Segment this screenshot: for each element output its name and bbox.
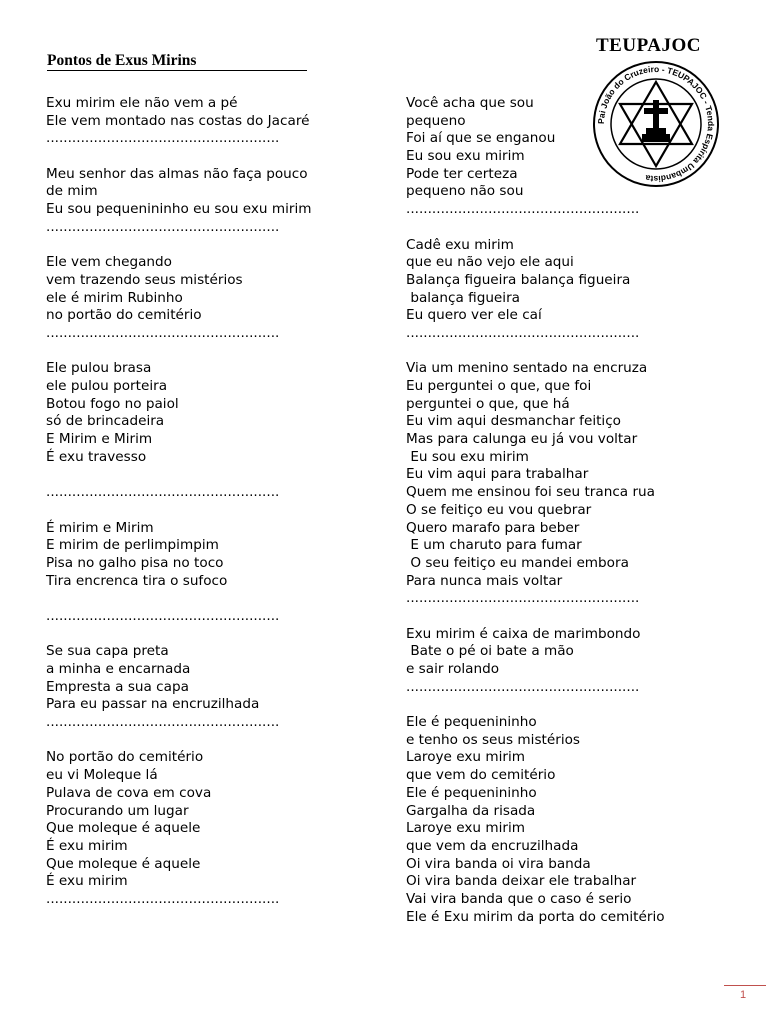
verse-line: Para eu passar na encruzilhada bbox=[46, 696, 260, 713]
verse-line: eu vi Moleque lá bbox=[46, 767, 158, 784]
verse-line: Eu vim aqui para trabalhar bbox=[406, 466, 589, 483]
verse-line: Oi vira banda deixar ele trabalhar bbox=[406, 873, 637, 890]
right-column bbox=[406, 95, 665, 926]
verse-line: Via um menino sentado na encruza bbox=[406, 360, 648, 377]
seal-ring-text: Pai João do Cruzeiro - TEUPAJOC - Tenda Espírita Umbandista bbox=[595, 63, 717, 185]
verse-line: Eu sou exu mirim bbox=[406, 148, 525, 165]
blank-line bbox=[46, 502, 311, 520]
verse-line: Quem me ensinou foi seu tranca rua bbox=[406, 484, 655, 501]
verse-line: ele pulou porteira bbox=[46, 378, 168, 394]
dotted-separator: ...................................................... bbox=[46, 890, 280, 907]
blank-line bbox=[406, 219, 665, 237]
blank-line bbox=[406, 696, 665, 714]
verse-line: pequeno não sou bbox=[406, 183, 524, 200]
verse-line: Pulava de cova em cova bbox=[46, 784, 212, 801]
verse-line: que vem da encruzilhada bbox=[406, 837, 579, 854]
verse-line: Pode ter certeza bbox=[406, 165, 518, 182]
dotted-separator: ...................................................... bbox=[406, 590, 640, 607]
verse-line: e sair rolando bbox=[406, 661, 500, 677]
verse-line: Eu perguntei o que, que foi bbox=[406, 378, 592, 394]
blank-line bbox=[46, 237, 311, 255]
verse-line: a minha e encarnada bbox=[46, 661, 191, 677]
dotted-separator: ...................................................... bbox=[46, 324, 280, 341]
blank-line bbox=[46, 343, 311, 361]
verse-line: pequeno bbox=[406, 112, 466, 129]
verse-line: Para nunca mais voltar bbox=[406, 572, 563, 589]
verse-line: E Mirim e Mirim bbox=[46, 431, 153, 448]
verse-line: Ele é pequenininho bbox=[406, 784, 537, 801]
verse-line: Eu sou exu mirim bbox=[406, 448, 529, 465]
verse-line: só de brincadeira bbox=[46, 413, 165, 430]
verse-line: O se feitiço eu vou quebrar bbox=[406, 501, 592, 518]
page-number: 1 bbox=[740, 989, 747, 1001]
dotted-separator: ...................................................... bbox=[46, 218, 280, 235]
verse-line: Ele vem montado nas costas do Jacaré bbox=[46, 112, 310, 129]
verse-line: Meu senhor das almas não faça pouco bbox=[46, 165, 308, 182]
verse-line: E um charuto para fumar bbox=[406, 537, 582, 554]
verse-line: vem trazendo seus mistérios bbox=[46, 271, 243, 288]
blank-line bbox=[46, 148, 311, 166]
verse-line: de mim bbox=[46, 183, 98, 200]
blank-line bbox=[46, 466, 311, 484]
verse-line: Que moleque é aquele bbox=[46, 855, 201, 872]
verse-line: É exu travesso bbox=[46, 448, 147, 465]
verse-line: Eu vim aqui desmanchar feitiço bbox=[406, 413, 621, 430]
verse-line: Foi aí que se enganou bbox=[406, 130, 556, 147]
verse-line: Mas para calunga eu já vou voltar bbox=[406, 431, 638, 448]
verse-line: Eu quero ver ele caí bbox=[406, 307, 542, 324]
verse-line: Empresta a sua capa bbox=[46, 678, 189, 695]
verse-line: Balança figueira balança figueira bbox=[406, 271, 631, 288]
verse-line: no portão do cemitério bbox=[46, 307, 202, 324]
verse-line: Ele pulou brasa bbox=[46, 360, 152, 377]
left-column bbox=[46, 95, 311, 909]
blank-line bbox=[406, 343, 665, 361]
verse-line: Eu sou pequenininho eu sou exu mirim bbox=[46, 201, 312, 218]
verse-line: O seu feitiço eu mandei embora bbox=[406, 554, 629, 571]
document-title: Pontos de Exus Mirins bbox=[47, 52, 307, 71]
verse-line: Você acha que sou bbox=[406, 95, 534, 111]
dotted-separator: ...................................................... bbox=[406, 678, 640, 695]
verse-line: Que moleque é aquele bbox=[46, 820, 201, 837]
verse-line: Botou fogo no paiol bbox=[46, 395, 179, 412]
verse-line: Ele é Exu mirim da porta do cemitério bbox=[406, 908, 665, 925]
verse-line: Quero marafo para beber bbox=[406, 519, 580, 536]
dotted-separator: ...................................................... bbox=[46, 607, 280, 624]
verse-line: Cadê exu mirim bbox=[406, 236, 514, 253]
verse-line: Pisa no galho pisa no toco bbox=[46, 554, 224, 571]
blank-line bbox=[46, 732, 311, 750]
dotted-separator: ...................................................... bbox=[46, 484, 280, 501]
verse-line: ele é mirim Rubinho bbox=[46, 289, 183, 306]
dotted-separator: ...................................................... bbox=[406, 324, 640, 341]
verse-line: Ele vem chegando bbox=[46, 254, 172, 271]
verse-line: que vem do cemitério bbox=[406, 767, 556, 784]
verse-line: Exu mirim é caixa de marimbondo bbox=[406, 625, 641, 642]
dotted-separator: ...................................................... bbox=[46, 130, 280, 147]
verse-line: Laroye exu mirim bbox=[406, 820, 525, 837]
blank-line bbox=[46, 590, 311, 608]
verse-line: Oi vira banda oi vira banda bbox=[406, 855, 591, 872]
verse-line: balança figueira bbox=[406, 289, 520, 306]
dotted-separator: ...................................................... bbox=[406, 201, 640, 218]
verse-line: Laroye exu mirim bbox=[406, 749, 525, 766]
verse-line: que eu não vejo ele aqui bbox=[406, 254, 574, 271]
verse-line: Tira encrenca tira o sufoco bbox=[46, 572, 228, 589]
verse-line: É exu mirim bbox=[46, 873, 128, 890]
verse-line: Exu mirim ele não vem a pé bbox=[46, 95, 238, 111]
dotted-separator: ...................................................... bbox=[46, 714, 280, 731]
verse-line: Gargalha da risada bbox=[406, 802, 536, 819]
blank-line bbox=[46, 626, 311, 644]
verse-line: Procurando um lugar bbox=[46, 802, 189, 819]
verse-line: perguntei o que, que há bbox=[406, 395, 570, 412]
logo-text: TEUPAJOC bbox=[596, 35, 701, 56]
verse-line: Se sua capa preta bbox=[46, 643, 169, 660]
verse-line: No portão do cemitério bbox=[46, 749, 204, 766]
verse-line: Bate o pé oi bate a mão bbox=[406, 643, 574, 660]
verse-line: Vai vira banda que o caso é serio bbox=[406, 890, 632, 907]
verse-line: É mirim e Mirim bbox=[46, 519, 154, 536]
verse-line: E mirim de perlimpimpim bbox=[46, 537, 219, 554]
verse-line: e tenho os seus mistérios bbox=[406, 731, 580, 748]
verse-line: É exu mirim bbox=[46, 837, 128, 854]
page-number-rule bbox=[724, 985, 766, 986]
blank-line bbox=[406, 608, 665, 626]
verse-line: Ele é pequenininho bbox=[406, 714, 537, 731]
